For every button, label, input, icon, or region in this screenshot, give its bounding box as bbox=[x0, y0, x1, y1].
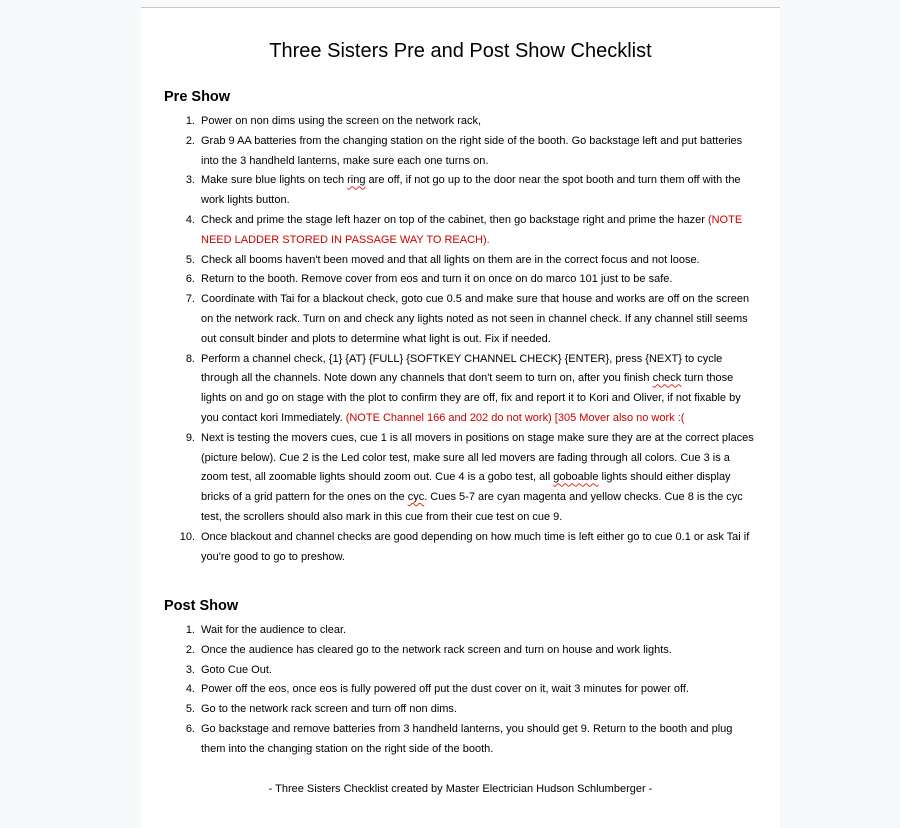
list-item: 1. Wait for the audience to clear. bbox=[185, 624, 347, 636]
post-show-list bbox=[179, 621, 759, 760]
list-item: 4. Power off the eos, once eos is fully powered off put the dust cover on it, wait 3 minutes for power off. bbox=[185, 683, 689, 696]
document-footer: - Three Sisters Checklist created by Master Electrician Hudson Schlumberger - bbox=[268, 783, 653, 795]
list-item: 1. Power on non dims using the screen on the network rack, bbox=[185, 115, 482, 127]
spellcheck-word: cyc bbox=[407, 491, 425, 504]
document-page bbox=[141, 7, 780, 828]
list-item: 9. Next is testing the movers cues, cue 1 is all movers in positions on stage make sure they are at the correct places (picture below). Cue 2 is the Led color test, make sure all led movers are fading through all colors. Cue 3 is a zoom test, all zoomable lights should zoom out. Cue 4 is a gobo test, all goboable lights should either display bricks of a grid pattern for the ones on the cyc. Cues 5-7 are cyan magenta and yellow checks. Cue 8 is the cyc test, the scrollers should also mark in this cue from their cue test on cue 9. bbox=[185, 431, 754, 523]
pre-show-heading: Pre Show bbox=[164, 89, 231, 105]
list-item: 5. Go to the network rack screen and turn off non dims. bbox=[185, 703, 457, 716]
list-item: 6. Go backstage and remove batteries from 3 handheld lanterns, you should get 9. Return to the booth and plug them into the changing station on the right side of the booth. bbox=[185, 722, 733, 755]
spellcheck-word: check bbox=[652, 372, 682, 385]
list-item: 8. Perform a channel check, {1} {AT} {FULL} {SOFTKEY CHANNEL CHECK} {ENTER}, press {NEXT} to cycle through all the channels. Note down any channels that don't seem to turn on, after you finish check turn those lights on and go on stage with the plot to confirm they are off, fix and report it to Kori and Oliver, if not fixable by you contact kori Immediately. (NOTE Channel 166 and 202 do not work) [305 Mover also no work :( bbox=[185, 352, 741, 424]
red-note: (NOTE Channel 166 and 202 do not work) [305 Mover also no work :( bbox=[345, 411, 685, 424]
spellcheck-word: ring bbox=[347, 174, 366, 187]
red-note: (NOTE NEED LADDER STORED IN PASSAGE WAY TO REACH). bbox=[201, 213, 743, 246]
list-item: 6. Return to the booth. Remove cover from eos and turn it on once on do marco 101 just to be safe. bbox=[185, 273, 673, 286]
list-item: 5. Check all booms haven't been moved and that all lights on them are in the correct focus and not loose. bbox=[185, 253, 700, 266]
list-item: 3. Make sure blue lights on tech ring are off, if not go up to the door near the spot booth and turn them off with the work lights button. bbox=[185, 174, 741, 207]
list-item: 3. Goto Cue Out. bbox=[185, 663, 272, 676]
spellcheck-word: goboable bbox=[553, 471, 599, 484]
document-title: Three Sisters Pre and Post Show Checklist bbox=[269, 40, 652, 62]
pre-show-list bbox=[179, 112, 759, 567]
list-item: 7. Coordinate with Tai for a blackout check, goto cue 0.5 and make sure that house and works are off on the screen on the network rack. Turn on and check any lights noted as not seen in channel check. If any channel still seems out consult binder and plots to determine what light is out. Fix if needed. bbox=[185, 293, 750, 345]
list-item: 10. Once blackout and channel checks are good depending on how much time is left either go to cue 0.1 or ask Tai if you're good to go to preshow. bbox=[179, 530, 750, 563]
list-item: 2. Once the audience has cleared go to the network rack screen and turn on house and work lights. bbox=[185, 643, 672, 656]
list-item: 2. Grab 9 AA batteries from the changing station on the right side of the booth. Go backstage left and put batteries into the 3 handheld lanterns, make sure each one turns on. bbox=[185, 134, 743, 167]
post-show-heading: Post Show bbox=[164, 598, 239, 614]
list-item: 4. Check and prime the stage left hazer on top of the cabinet, then go backstage right and prime the hazer (NOTE NEED LADDER STORED IN PASSAGE WAY TO REACH). bbox=[185, 213, 743, 246]
